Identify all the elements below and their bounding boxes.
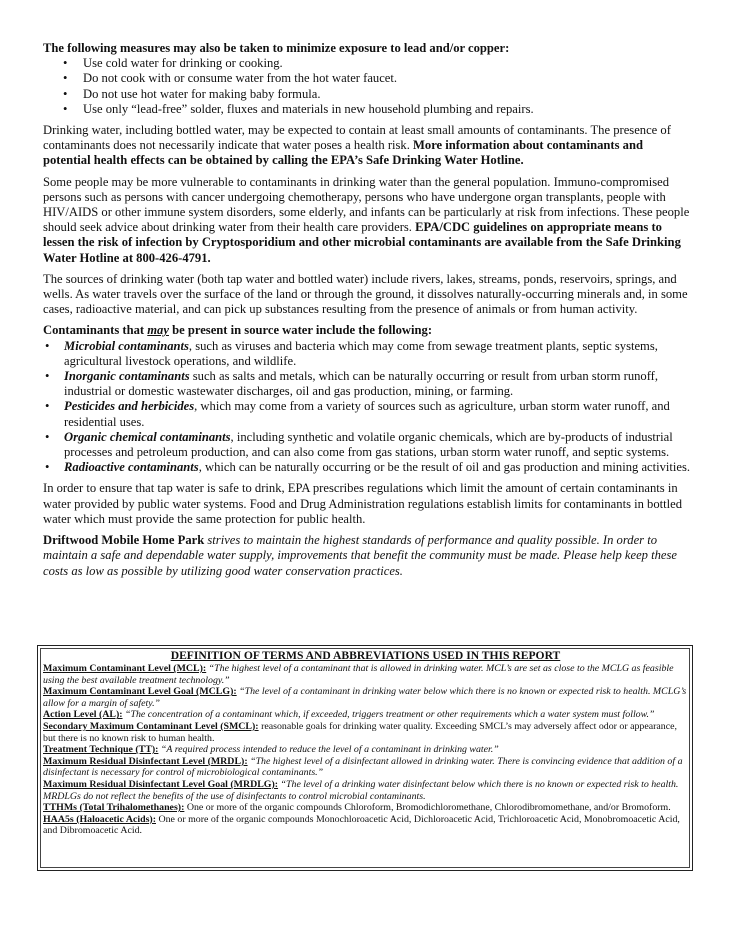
definition-mclg: Maximum Contaminant Level Goal (MCLG): “The level of a contaminant in drinking water below which there is no known or expected risk to health. MCLG’s allow for a margin of safety.” xyxy=(43,686,687,709)
list-item: • Pesticides and herbicides, which may come from a variety of sources such as agriculture, urban storm water runoff, and residential uses. xyxy=(43,399,693,429)
definition-mrdlg: Maximum Residual Disinfectant Level Goal (MRDLG): “The level of a drinking water disinfectant below which there is no known or expected risk to health. MRDLGs do not reflect the benefits of the use of disinfectants to control microbial contaminants. xyxy=(43,778,679,802)
cdc-guidelines: EPA/CDC guidelines on appropriate means to lessen the risk of infection by Cryptosporidium and other microbial contaminants are available from the Safe Drinking Water Hotline at 800-426-4791. xyxy=(43,220,681,265)
measures-heading: The following measures may also be taken to minimize exposure to lead and/or copper: xyxy=(43,41,510,55)
vulnerable-populations-paragraph: Some people may be more vulnerable to contaminants in drinking water than the general population. Immuno-compromised persons such as persons with cancer undergoing chemotherapy, persons who have undergone organ transplants, people with HIV/AIDS or other immune system disorders, some elderly, and infants can be particularly at risk from infections. These people should seek advice about drinking water from their health care providers. EPA/CDC guidelines on appropriate means to lessen the risk of infection by Cryptosporidium and other microbial contaminants are available from the Safe Drinking Water Hotline at 800-426-4791. xyxy=(43,174,690,265)
definition-mcl: Maximum Contaminant Level (MCL): “The highest level of a contaminant that is allowed in drinking water. MCL’s are set as close to the MCLG as feasible using the best available treatment technology.” xyxy=(43,663,674,686)
list-item: • Do not cook with or consume water from the hot water faucet. xyxy=(43,71,693,86)
definition-al: Action Level (AL): “The concentration of a contaminant which, if exceeded, triggers treatment or other requirements which a water system must follow.” xyxy=(43,709,655,721)
definition-tthms: TTHMs (Total Trihalomethanes): One or more of the organic compounds Chloroform, Bromodichloromethane, Chlorodibromomethane, and/or Bromoform. xyxy=(43,802,671,814)
water-sources-paragraph: The sources of drinking water (both tap water and bottled water) include rivers, lakes, streams, ponds, reservoirs, springs, and wells. As water travels over the surface of the land or through the ground, it dissolves naturally-occurring minerals and, in some cases, radioactive material, and can pick up substances resulting from the presence of animals or from human activity. xyxy=(43,271,688,317)
contaminants-heading: Contaminants that may be present in source water include the following: xyxy=(43,323,433,338)
definitions-title: DEFINITION OF TERMS AND ABBREVIATIONS USED IN THIS REPORT xyxy=(170,649,561,662)
park-name: Driftwood Mobile Home Park xyxy=(43,533,205,548)
list-item: • Use cold water for drinking or cooking. xyxy=(43,56,693,71)
epa-regulations-paragraph: In order to ensure that tap water is safe to drink, EPA prescribes regulations which limit the amount of certain contaminants in water provided by public water systems. Food and Drug Administration regulations establish limits for contaminants in bottled water which must provide the same protection for public health. xyxy=(43,481,683,526)
measures-list xyxy=(43,56,693,117)
list-item: • Do not use hot water for making baby formula. xyxy=(43,87,693,102)
hotline-info: More information about contaminants and potential health effects can be obtained by calling the EPA’s Safe Drinking Water Hotline. xyxy=(43,138,643,168)
definitions-box xyxy=(37,645,693,871)
contaminants-list xyxy=(43,339,693,476)
document-page xyxy=(43,41,693,579)
list-item: • Organic chemical contaminants, including synthetic and volatile organic chemicals, which are by-products of industrial processes and petroleum production, and can also come from gas stations, urban storm water runoff, and septic systems. xyxy=(43,430,693,460)
bottled-water-paragraph: Drinking water, including bottled water, may be expected to contain at least small amounts of contaminants. The presence of contaminants does not necessarily indicate that water poses a health risk. More information about contaminants and potential health effects can be obtained by calling the EPA’s Safe Drinking Water Hotline. xyxy=(43,123,671,168)
definition-smcl: Secondary Maximum Contaminant Level (SMCL): reasonable goals for drinking water quality. Exceeding SMCL’s may adversely affect odor or appearance, but there is no known risk to human health. xyxy=(43,720,677,744)
list-item: • Use only “lead-free” solder, fluxes and materials in new household plumbing and repairs. xyxy=(43,102,693,117)
list-item: • Microbial contaminants, such as viruses and bacteria which may come from sewage treatment plants, septic systems, agricultural livestock operations, and wildlife. xyxy=(43,339,693,369)
definition-haa5s: HAA5s (Haloacetic Acids): One or more of the organic compounds Monochloroacetic Acid, Dichloroacetic Acid, Trichloroacetic Acid, Monobromoacetic Acid, and Dibromoacetic Acid. xyxy=(43,813,680,837)
park-statement-paragraph: Driftwood Mobile Home Park strives to maintain the highest standards of performance and quality possible. In order to maintain a safe and dependable water supply, improvements that benefit the community must be made. Please help keep these costs as low as possible by utilizing good water conservation practices. xyxy=(43,533,677,578)
list-item: • Inorganic contaminants such as salts and metals, which can be naturally occurring or result from urban storm runoff, industrial or domestic wastewater discharges, oil and gas production, mining, or farming. xyxy=(43,369,693,399)
definition-tt: Treatment Technique (TT): “A required process intended to reduce the level of a contaminant in drinking water.” xyxy=(43,744,499,756)
definition-mrdl: Maximum Residual Disinfectant Level (MRDL): “The highest level of a disinfectant allowed in drinking water. There is convincing evidence that addition of a disinfectant is necessary for control of microbiological contaminants.” xyxy=(43,755,683,779)
list-item: • Radioactive contaminants, which can be naturally occurring or be the result of oil and gas production and mining activities. xyxy=(43,460,693,475)
